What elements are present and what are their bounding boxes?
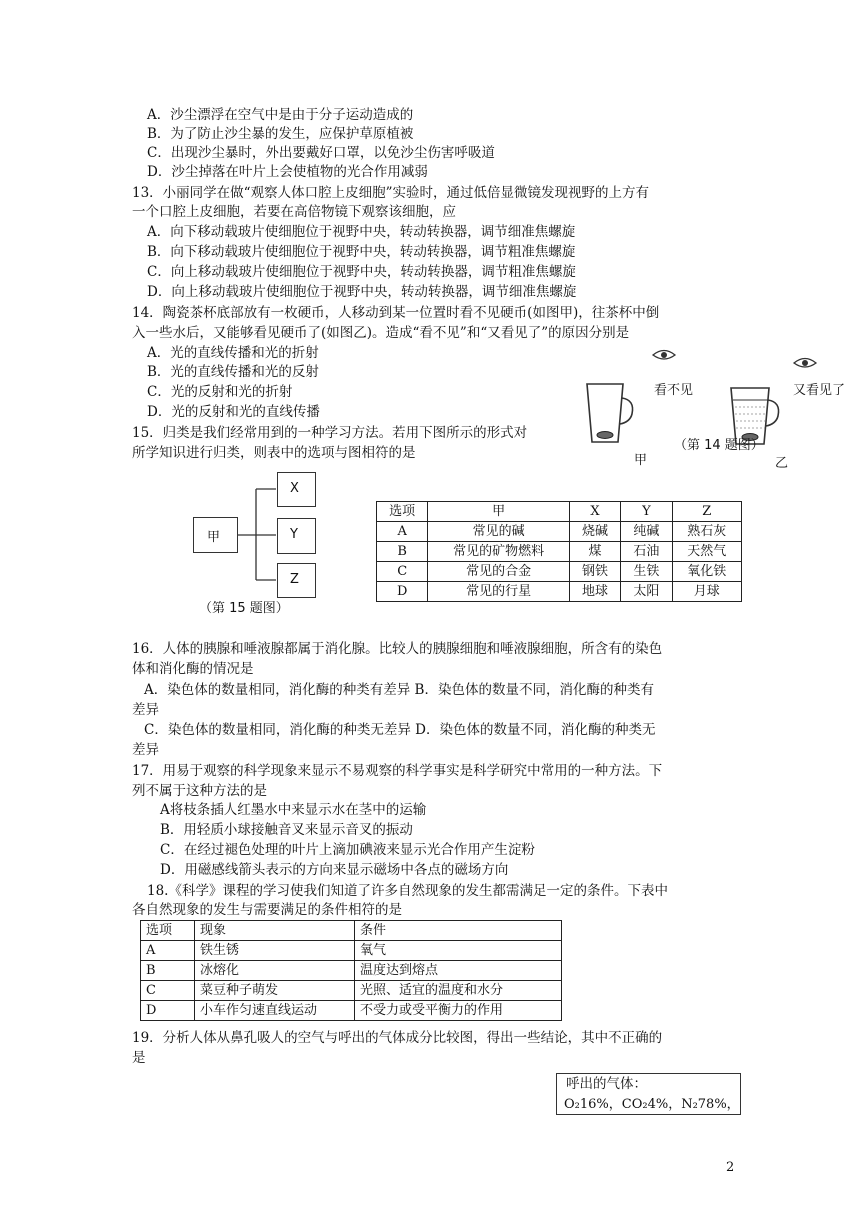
table-row bbox=[141, 961, 562, 981]
table-cell: 小车作匀速直线运动 bbox=[195, 1001, 355, 1021]
table-cell: 温度达到熔点 bbox=[355, 961, 562, 981]
q14-option-a: A．光的直线传播和光的折射 bbox=[147, 345, 319, 361]
q14-option-d: D．光的反射和光的直线传播 bbox=[147, 404, 320, 420]
table-row bbox=[141, 981, 562, 1001]
q13-option-b: B．向下移动载玻片使细胞位于视野中央，转动转换器，调节粗准焦螺旋 bbox=[147, 244, 576, 260]
q16-line5: C．染色体的数量相同，消化酶的种类无差异 D．染色体的数量不同，消化酶的种类无 bbox=[144, 722, 656, 738]
q19-box-title: 呼出的气体： bbox=[566, 1076, 647, 1092]
q16-line6: 差异 bbox=[132, 742, 159, 758]
table-header-cell: Z bbox=[672, 502, 741, 522]
q12-option-a: A．沙尘漂浮在空气中是由于分子运动造成的 bbox=[147, 107, 414, 123]
table-header-cell: 选项 bbox=[141, 921, 195, 941]
table-cell: 不受力或受平衡力的作用 bbox=[355, 1001, 562, 1021]
table-cell: 常见的矿物燃料 bbox=[428, 542, 570, 562]
q14-label-cannot-see: 看不见 bbox=[654, 383, 694, 398]
table-cell: 氧化铁 bbox=[672, 562, 741, 582]
q13-option-d: D．向上移动载玻片使细胞位于视野中央，转动转换器，调节细准焦螺旋 bbox=[147, 284, 577, 300]
q15-root-label: 甲 bbox=[207, 530, 221, 545]
table-cell: 地球 bbox=[569, 582, 620, 602]
table-cell: D bbox=[141, 1001, 195, 1021]
table-cell: 冰熔化 bbox=[195, 961, 355, 981]
q18-stem-line2: 各自然现象的发生与需要满足的条件相符的是 bbox=[132, 902, 402, 918]
table-header-cell: 条件 bbox=[355, 921, 562, 941]
q14-option-b: B．光的直线传播和光的反射 bbox=[147, 364, 319, 380]
table-header-cell: 甲 bbox=[428, 502, 570, 522]
q15-node-x-label: X bbox=[290, 481, 299, 496]
q14-figure-caption: （第 14 题图） bbox=[674, 438, 764, 453]
q17-option-d: D．用磁感线箭头表示的方向来显示磁场中各点的磁场方向 bbox=[160, 862, 509, 878]
q15-node-y-label: Y bbox=[290, 527, 298, 542]
table-header-cell: Y bbox=[621, 502, 672, 522]
table-cell: 氧气 bbox=[355, 941, 562, 961]
q18-stem-line1: 18.《科学》课程的学习使我们知道了许多自然现象的发生都需满足一定的条件。下表中 bbox=[147, 883, 668, 899]
q17-option-c: C．在经过褪色处理的叶片上滴加碘液来显示光合作用产生淀粉 bbox=[160, 842, 535, 858]
table-cell: 光照、适宜的温度和水分 bbox=[355, 981, 562, 1001]
q15-node-z bbox=[277, 563, 316, 598]
q14-cup-b-label: 乙 bbox=[775, 456, 789, 471]
table-cell: 天然气 bbox=[672, 542, 741, 562]
table-cell: 钢铁 bbox=[569, 562, 620, 582]
q17-option-b: B．用轻质小球接触音叉来显示音叉的振动 bbox=[160, 822, 413, 838]
table-row bbox=[377, 542, 742, 562]
table-header-row bbox=[377, 502, 742, 522]
q19-stem-line2: 是 bbox=[132, 1050, 146, 1066]
q17-option-a: A将枝条插人红墨水中来显示水在茎中的运输 bbox=[160, 802, 427, 818]
q12-option-d: D．沙尘掉落在叶片上会使植物的光合作用减弱 bbox=[147, 164, 428, 180]
page-number: 2 bbox=[726, 1160, 735, 1175]
table-cell: 熟石灰 bbox=[672, 522, 741, 542]
q16-line2: 体和消化酶的情况是 bbox=[132, 661, 254, 677]
q19-stem-line1: 19．分析人体从鼻孔吸人的空气与呼出的气体成分比较图，得出一些结论，其中不正确的 bbox=[132, 1030, 663, 1046]
table-cell: 常见的碱 bbox=[428, 522, 570, 542]
table-cell: B bbox=[377, 542, 428, 562]
q12-option-c: C．出现沙尘暴时，外出要戴好口罩，以免沙尘伤害呼吸道 bbox=[147, 145, 495, 161]
q16-line4: 差异 bbox=[132, 702, 159, 718]
table-row bbox=[377, 562, 742, 582]
q13-stem-line2: 一个口腔上皮细胞，若要在高倍物镜下观察该细胞，应 bbox=[132, 204, 456, 220]
q14-option-c: C．光的反射和光的折射 bbox=[147, 384, 293, 400]
table-header-row bbox=[141, 921, 562, 941]
table-cell: 煤 bbox=[569, 542, 620, 562]
table-header-cell: 现象 bbox=[195, 921, 355, 941]
table-row bbox=[141, 1001, 562, 1021]
table-cell: 月球 bbox=[672, 582, 741, 602]
table-cell: A bbox=[141, 941, 195, 961]
q18-table bbox=[140, 920, 562, 1021]
table-cell: A bbox=[377, 522, 428, 542]
table-cell: B bbox=[141, 961, 195, 981]
table-cell: 太阳 bbox=[621, 582, 672, 602]
q16-line1: 16．人体的胰腺和唾液腺都属于消化腺。比较人的胰腺细胞和唾液腺细胞，所含有的染色 bbox=[132, 641, 663, 657]
q14-stem-line1: 14．陶瓷茶杯底部放有一枚硬币，人移动到某一位置时看不见硬币(如图甲)，往茶杯中倒 bbox=[132, 305, 660, 321]
table-cell: 纯碱 bbox=[621, 522, 672, 542]
q19-exhaled-air-box bbox=[556, 1073, 741, 1115]
q13-stem-line1: 13．小丽同学在做“观察人体口腔上皮细胞”实验时，通过低倍显微镜发现视野的上方有 bbox=[132, 185, 649, 201]
table-cell: 常见的合金 bbox=[428, 562, 570, 582]
q15-node-x bbox=[277, 472, 316, 507]
q14-label-can-see-again: 又看见了 bbox=[793, 383, 846, 398]
table-header-cell: X bbox=[569, 502, 620, 522]
q15-node-z-label: Z bbox=[290, 572, 299, 587]
table-cell: 铁生锈 bbox=[195, 941, 355, 961]
q13-option-c: C．向上移动载玻片使细胞位于视野中央，转动转换器，调节粗准焦螺旋 bbox=[147, 264, 576, 280]
q19-box-content: O₂16%，CO₂4%，N₂78%， bbox=[564, 1097, 740, 1112]
table-cell: C bbox=[377, 562, 428, 582]
q14-cup-a-label: 甲 bbox=[634, 453, 648, 468]
q12-option-b: B．为了防止沙尘暴的发生，应保护草原植被 bbox=[147, 126, 414, 142]
q15-table bbox=[376, 501, 742, 602]
table-cell: 石油 bbox=[621, 542, 672, 562]
table-cell: C bbox=[141, 981, 195, 1001]
q15-node-y bbox=[277, 518, 316, 554]
table-cell: 烧碱 bbox=[569, 522, 620, 542]
q17-stem-line2: 列不属于这种方法的是 bbox=[132, 783, 267, 799]
table-cell: 常见的行星 bbox=[428, 582, 570, 602]
q13-option-a: A．向下移动载玻片使细胞位于视野中央，转动转换器，调节细准焦螺旋 bbox=[147, 224, 576, 240]
q16-line3: A．染色体的数量相同，消化酶的种类有差异 B．染色体的数量不同，消化酶的种类有 bbox=[144, 682, 654, 698]
table-cell: 菜豆种子萌发 bbox=[195, 981, 355, 1001]
table-header-cell: 选项 bbox=[377, 502, 428, 522]
table-row bbox=[377, 582, 742, 602]
q15-figure-caption: （第 15 题图） bbox=[199, 601, 289, 616]
q14-stem-line2: 入一些水后，又能够看见硬币了(如图乙)。造成“看不见”和“又看见了”的原因分别是 bbox=[132, 325, 630, 341]
q15-stem-line2: 所学知识进行归类，则表中的选项与图相符的是 bbox=[132, 445, 416, 461]
table-row bbox=[377, 522, 742, 542]
q17-stem-line1: 17．用易于观察的科学现象来显示不易观察的科学事实是科学研究中常用的一种方法。下 bbox=[132, 763, 663, 779]
q15-stem-line1: 15．归类是我们经常用到的一种学习方法。若用下图所示的形式对 bbox=[132, 425, 528, 441]
table-cell: 生铁 bbox=[621, 562, 672, 582]
q15-root-node bbox=[193, 517, 238, 553]
table-cell: D bbox=[377, 582, 428, 602]
table-row bbox=[141, 941, 562, 961]
